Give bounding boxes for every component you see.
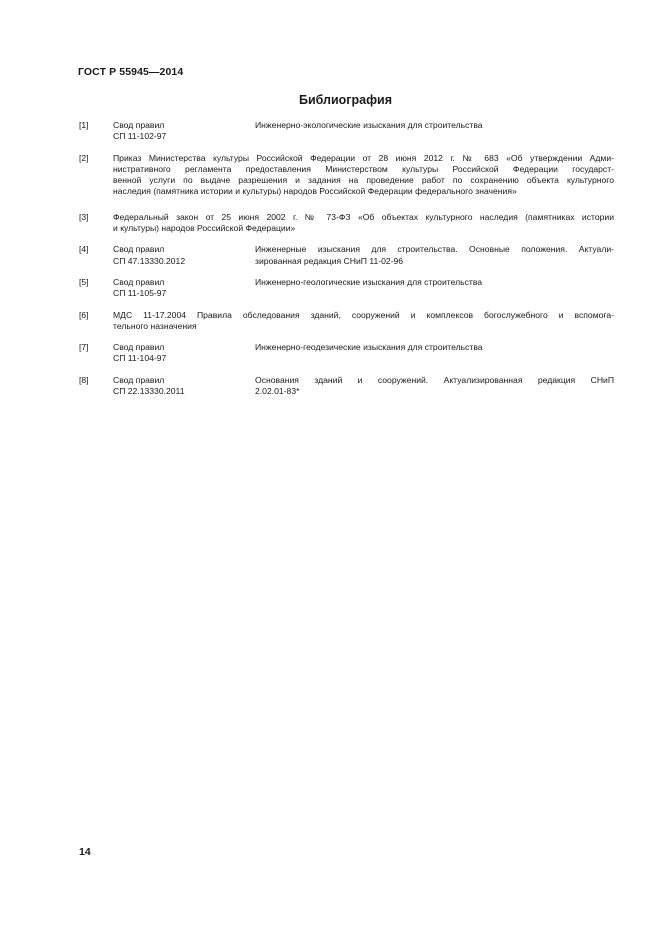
entry-number: [2] [79,152,89,163]
entry-description [255,342,614,353]
entry-description [255,120,614,131]
entry-source-line: Свод правил [113,374,165,385]
entry-source [113,342,253,365]
entry-source-line: СП 22.13330.2011 [113,386,185,397]
entry-number: [1] [79,120,89,130]
entry-source-line: Свод правил [113,342,165,353]
entry-source [113,244,253,267]
bibliography-entry-3 [79,212,614,235]
entry-description-line: Инженерно-геодезические изыскания для строительства [255,342,483,353]
entry-number: [5] [79,276,89,287]
entry-source-line: СП 11-104-97 [113,353,167,364]
entry-text-line: нистративного регламента предоставления Министерством культуры Российской Федерации государст- [113,163,614,174]
entry-text-line: венной услуги по выдаче разрешения и задания на проведение работ по сохранению объекта культурного [113,175,614,186]
entry-number: [4] [79,244,89,255]
bibliography-entry-6 [79,310,614,333]
entry-number: [7] [79,342,89,353]
bibliography-entry-8 [79,375,614,398]
entry-source-line: СП 11-105-97 [113,288,167,299]
entry-source-line: Свод правил [113,276,165,287]
entry-description-line: зированная редакция СНиП 11-02-96 [255,255,404,266]
page-number: 14 [79,846,91,858]
bibliography-entry-7 [79,342,614,365]
entry-source-line: Свод правил [113,120,165,130]
entry-description-line: 2.02.01-83* [255,386,300,397]
bibliography-list [79,120,614,407]
bibliography-entry-4 [79,244,614,267]
entry-text-line: наследия (памятника истории и культуры) народов Российской Федерации федерального значения» [113,186,517,197]
bibliography-entry-2 [79,153,614,198]
entry-text [113,310,614,333]
entry-description [255,375,614,398]
entry-text-line: МДС 11-17.2004 Правила обследования зданий, сооружений и комплексов богослужебного и вспомога- [113,309,614,320]
entry-description [255,277,614,288]
entry-text-line: и культуры) народов Российской Федерации» [113,223,296,234]
entry-source [113,277,253,300]
entry-source-line: СП 47.13330.2012 [113,255,186,266]
document-header: ГОСТ Р 55945—2014 [78,66,184,78]
entry-text-line: Федеральный закон от 25 июня 2002 г. № 73-ФЗ «Об объектах культурного наследия (памятниках истории [113,211,614,222]
entry-text-line: Приказ Министерства культуры Российской Федерации от 28 июня 2012 г. № 683 «Об утверждении Адми- [113,152,614,163]
entry-text [113,153,614,198]
entry-description-line: Основания зданий и сооружений. Актуализированная редакция СНиП [255,374,614,385]
entry-number: [8] [79,374,89,385]
entry-description-line: Инженерно-экологические изыскания для строительства [255,120,483,130]
entry-number: [6] [79,309,89,320]
entry-source [113,120,253,143]
entry-description-line: Инженерные изыскания для строительства. Основные положения. Актуали- [255,244,614,255]
entry-description [255,244,614,267]
entry-number: [3] [79,211,89,222]
bibliography-entry-5 [79,277,614,300]
entry-text-line: тельного назначения [113,320,197,331]
section-title: Библиография [298,93,393,107]
entry-source [113,375,253,398]
entry-source-line: Свод правил [113,244,165,255]
bibliography-entry-1 [79,120,614,143]
entry-text [113,212,614,235]
entry-source-line: СП 11-102-97 [113,131,167,142]
entry-description-line: Инженерно-геологические изыскания для строительства [255,276,483,287]
